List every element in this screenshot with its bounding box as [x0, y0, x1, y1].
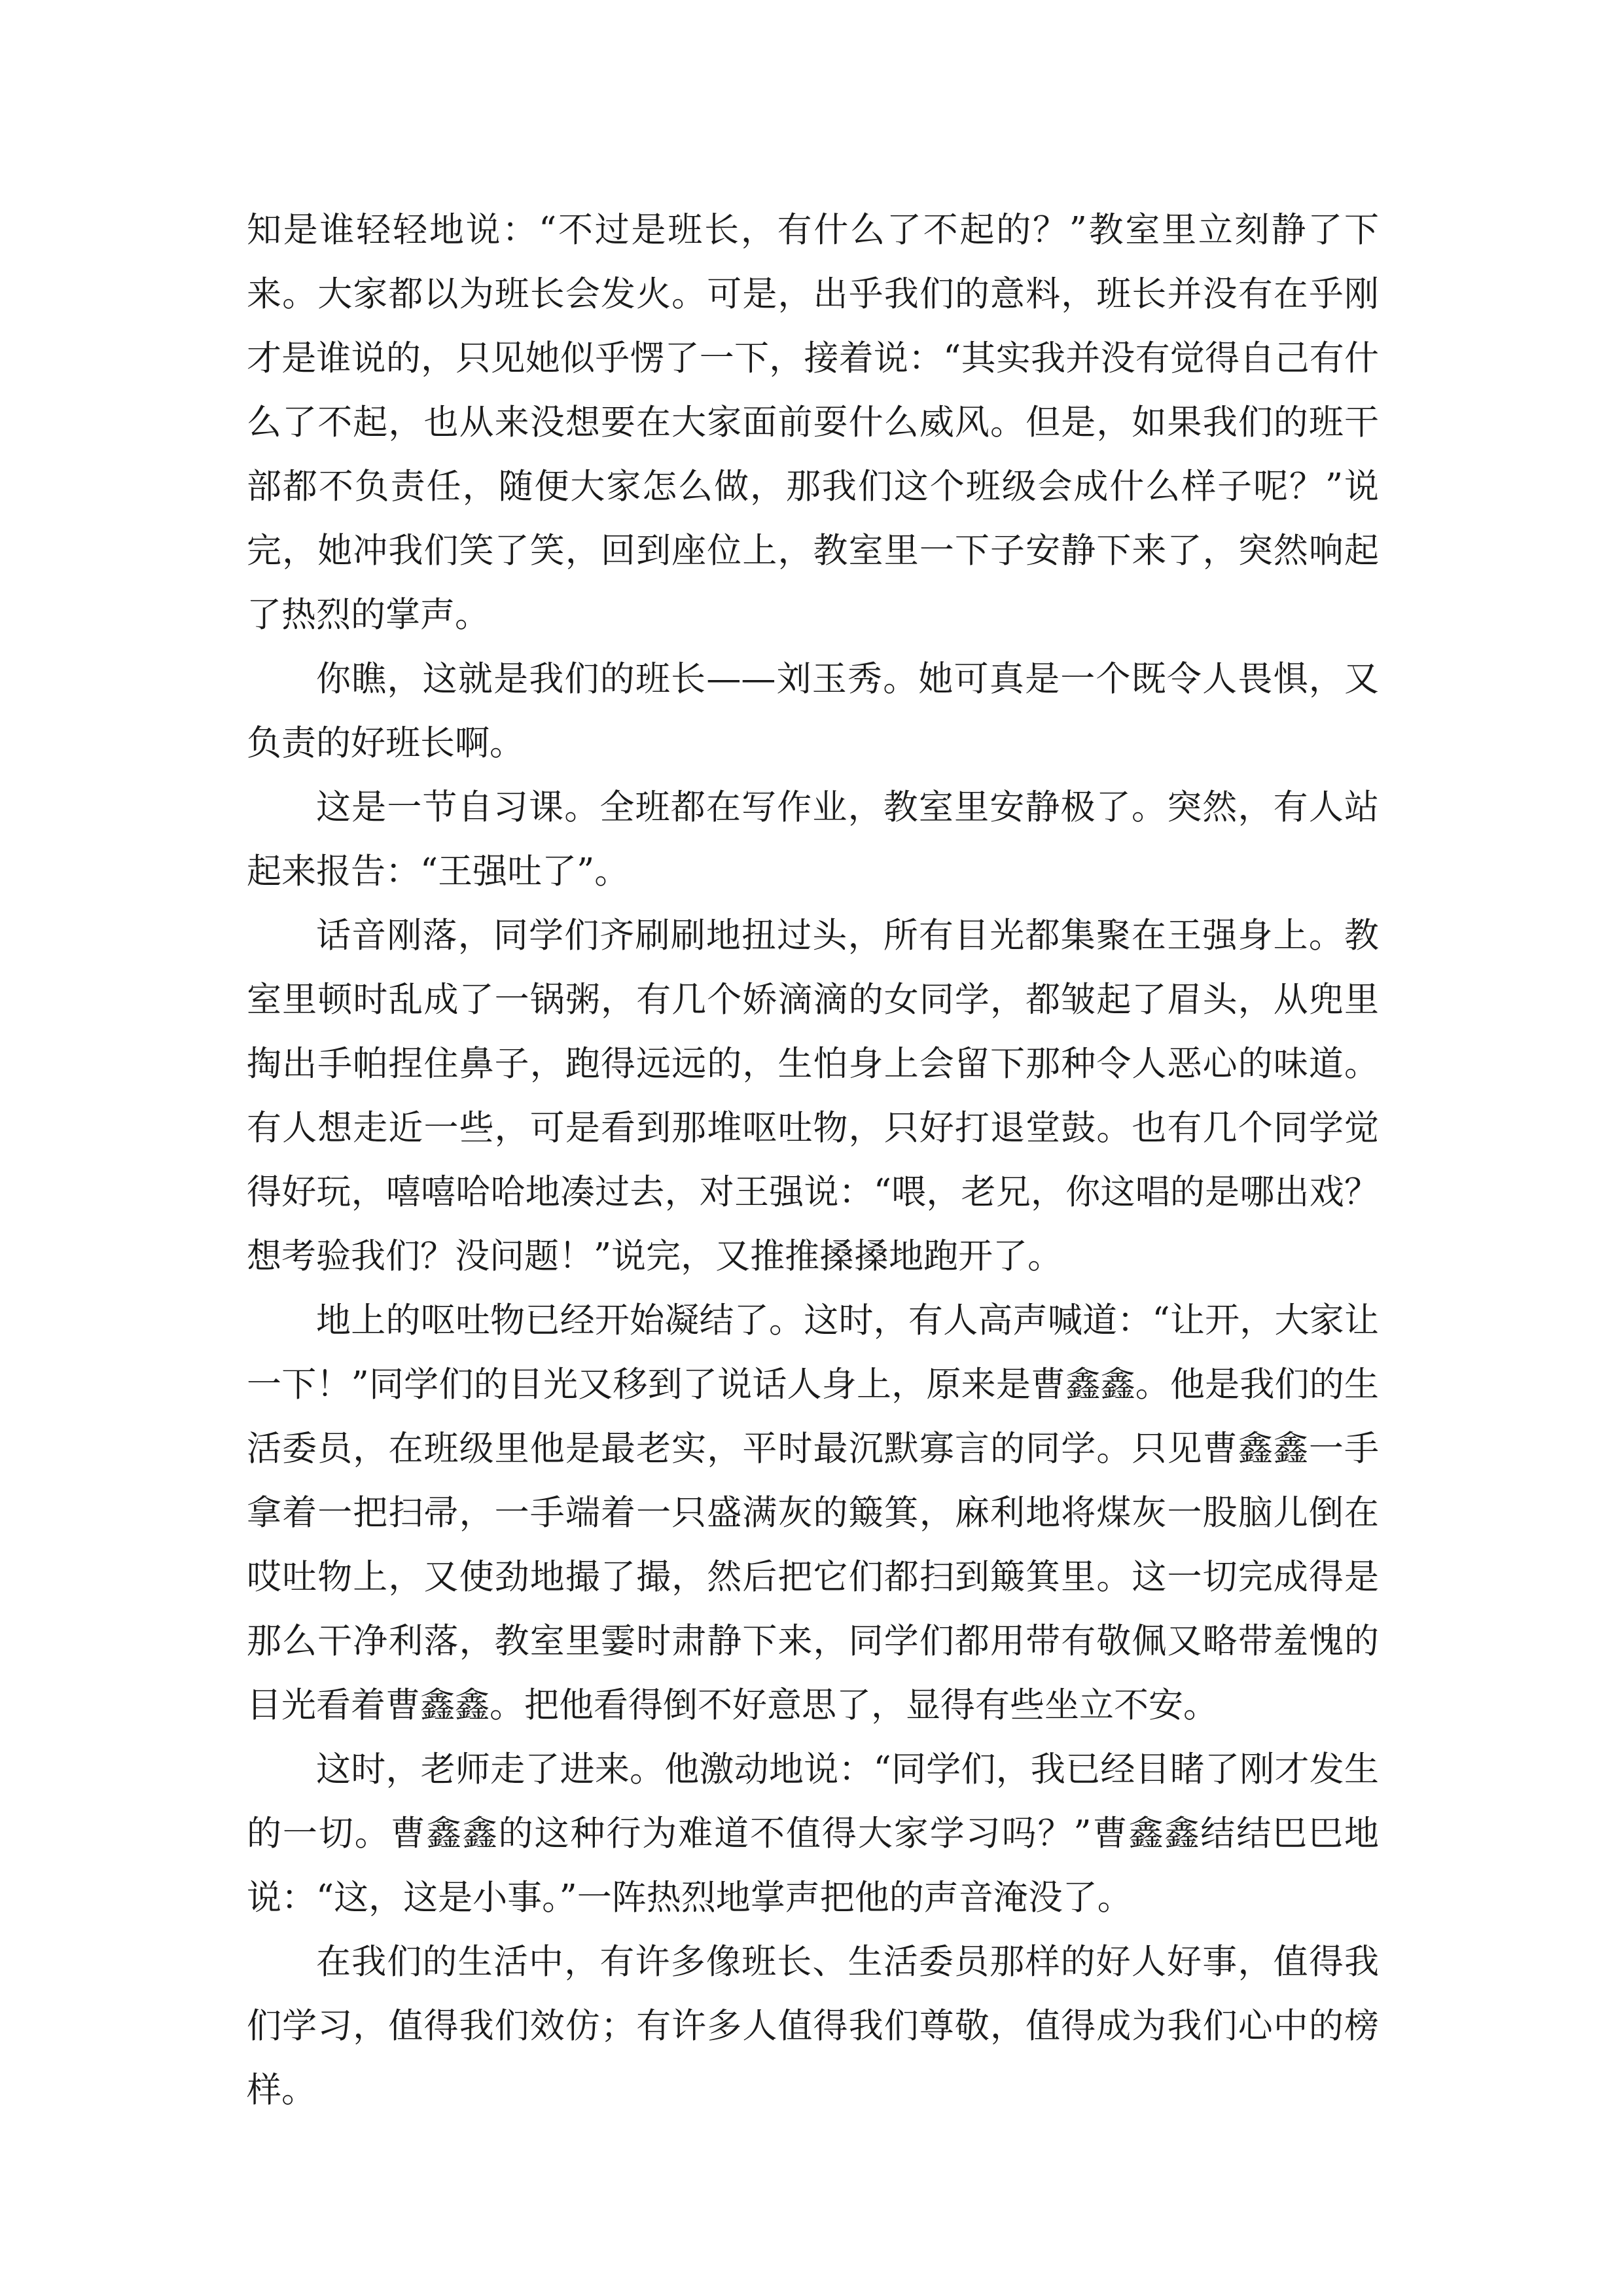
paragraph-7: 在我们的生活中，有许多像班长、生活委员那样的好人好事，值得我们学习，值得我们效仿；有许多人值得我们尊敬，值得成为我们心中的榜样。 [247, 1942, 1379, 2110]
paragraph-4: 话音刚落，同学们齐刷刷地扭过头，所有目光都集聚在王强身上。教室里顿时乱成了一锅粥，有几个娇滴滴的女同学，都皱起了眉头，从兜里掏出手帕捏住鼻子，跑得远远的，生怕身上会留下那种令人恶心的味道。有人想走近一些，可是看到那堆呕吐物，只好打退堂鼓。也有几个同学觉得好玩，嘻嘻哈哈地凑过去，对王强说：“喂，老兄，你这唱的是哪出戏？想考验我们？没问题！”说完，又推推搡搡地跑开了。 [247, 916, 1379, 1276]
paragraph-1: 知是谁轻轻地说：“不过是班长，有什么了不起的？”教室里立刻静了下来。大家都以为班长会发火。可是，出乎我们的意料，班长并没有在乎刚才是谁说的，只见她似乎愣了一下，接着说：“其实我并没有觉得自己有什么了不起，也从来没想要在大家面前耍什么威风。但是，如果我们的班干部都不负责任，随便大家怎么做，那我们这个班级会成什么样子呢？”说完，她冲我们笑了笑，回到座位上，教室里一下子安静下来了，突然响起了热烈的掌声。 [247, 210, 1379, 635]
paragraph-6: 这时，老师走了进来。他激动地说：“同学们，我已经目睹了刚才发生的一切。曹鑫鑫的这种行为难道不值得大家学习吗？”曹鑫鑫结结巴巴地说：“这，这是小事。”一阵热烈地掌声把他的声音淹没了。 [247, 1749, 1379, 1918]
paragraph-3: 这是一节自习课。全班都在写作业，教室里安静极了。突然，有人站起来报告：“王强吐了”。 [247, 787, 1379, 891]
paragraph-2: 你瞧，这就是我们的班长——刘玉秀。她可真是一个既令人畏惧，又负责的好班长啊。 [247, 659, 1379, 763]
paragraph-5: 地上的呕吐物已经开始凝结了。这时，有人高声喊道：“让开，大家让一下！”同学们的目光又移到了说话人身上，原来是曹鑫鑫。他是我们的生活委员，在班级里他是最老实，平时最沉默寡言的同学。只见曹鑫鑫一手拿着一把扫帚，一手端着一只盛满灰的簸箕，麻利地将煤灰一股脑儿倒在哎吐物上，又使劲地撮了撮，然后把它们都扫到簸箕里。这一切完成得是那么干净利落，教室里霎时肃静下来，同学们都用带有敬佩又略带羞愧的目光看着曹鑫鑫。把他看得倒不好意思了，显得有些坐立不安。 [247, 1300, 1379, 1725]
essay-body [247, 198, 1379, 2123]
